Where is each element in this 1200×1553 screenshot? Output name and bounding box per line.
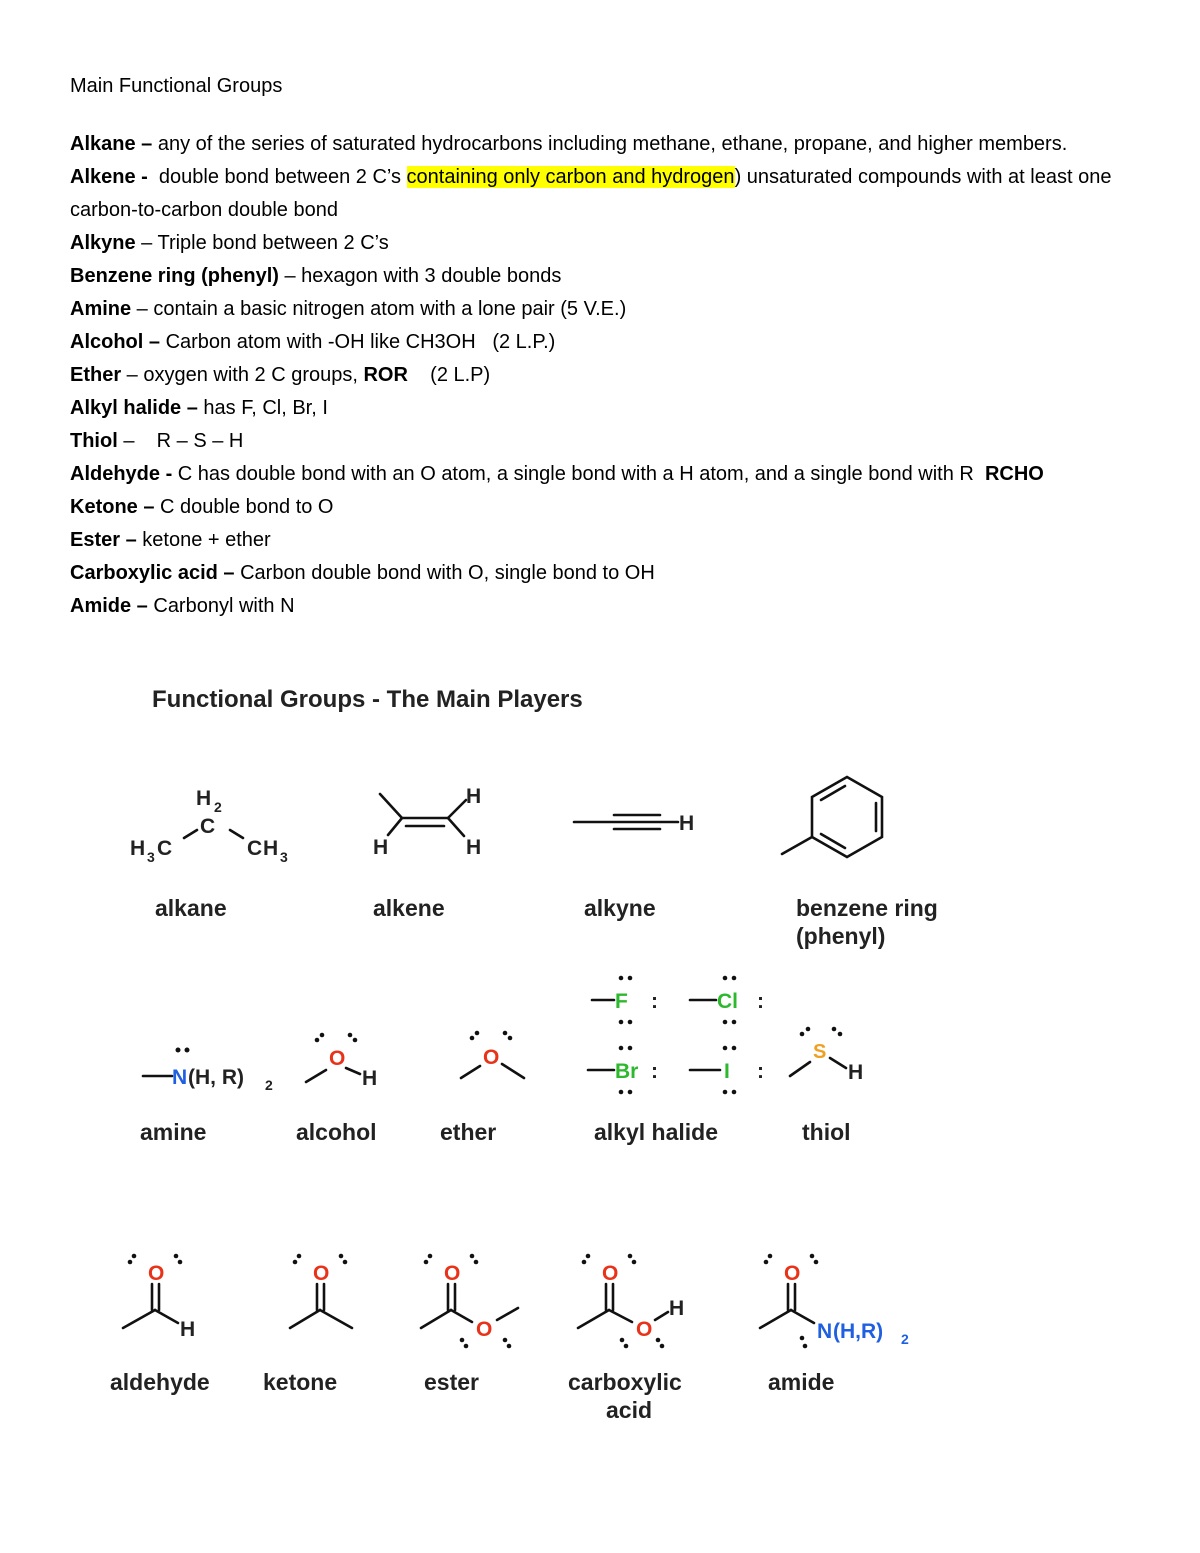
definition-text: C has double bond with an O atom, a single bond with a H atom, and a single bond with R	[172, 463, 985, 485]
alkane-h3c-h: H	[130, 837, 146, 860]
document-title: Main Functional Groups	[70, 75, 283, 97]
label-alcohol: alcohol	[296, 1119, 377, 1145]
carboxylic-o-carbonyl: O	[602, 1262, 619, 1285]
ether-structure	[461, 1031, 524, 1078]
label-acid: acid	[606, 1397, 653, 1423]
halide-f: F	[615, 990, 628, 1013]
amide-h-r: (H,R)	[833, 1320, 884, 1343]
halide-br-colon: :	[651, 1060, 658, 1083]
label-alkyne: alkyne	[584, 895, 656, 921]
definition-term: Benzene ring (phenyl)	[70, 265, 279, 287]
ketone-o: O	[313, 1262, 330, 1285]
alkane-c: C	[200, 815, 216, 838]
definition-entry	[70, 491, 1160, 524]
aldehyde-structure	[123, 1254, 195, 1341]
definition-text: ) unsaturated compounds with at least one carbon-to-carbon double bond	[70, 166, 1118, 221]
alkane-ch3-c: C	[247, 837, 263, 860]
alkane-h3c-c: C	[157, 837, 173, 860]
thiol-s: S	[813, 1041, 827, 1063]
definition-term: Ketone –	[70, 496, 155, 518]
aldehyde-h: H	[180, 1318, 196, 1341]
definition-entry	[70, 161, 1160, 227]
label-alkene: alkene	[373, 895, 445, 921]
alkane-h2-h: H	[196, 787, 212, 810]
definition-text: – R – S – H	[117, 430, 244, 452]
definition-text: C double bond to O	[154, 496, 334, 518]
label-ether: ether	[440, 1119, 497, 1145]
alkane-h3c-sub: 3	[147, 849, 155, 865]
definition-entry	[70, 524, 1160, 557]
label-ketone: ketone	[263, 1369, 338, 1395]
definition-term: Alkyl halide –	[70, 397, 198, 419]
definition-term: Amide –	[70, 595, 148, 617]
carboxylic-o-hydroxyl: O	[636, 1318, 653, 1341]
definition-term: Alcohol –	[70, 331, 161, 353]
functional-groups-figure	[0, 660, 1200, 1460]
amine-structure	[143, 1048, 273, 1094]
definition-entry	[70, 557, 1160, 590]
definition-term: Carboxylic acid –	[70, 562, 235, 584]
label-thiol: thiol	[802, 1119, 851, 1145]
carboxylic-acid-structure	[578, 1254, 684, 1349]
label-carboxylic: carboxylic	[568, 1369, 682, 1395]
definition-term: Ether	[70, 364, 122, 386]
definition-text: double bond between 2 C’s	[147, 166, 407, 188]
label-phenyl: (phenyl)	[796, 923, 886, 949]
alkene-h-bottom-right: H	[466, 836, 482, 859]
definition-text: has F, Cl, Br, I	[197, 397, 328, 419]
halide-f-colon: :	[651, 990, 658, 1013]
label-aldehyde: aldehyde	[110, 1369, 210, 1395]
definition-text: – contain a basic nitrogen atom with a lone pair (5 V.E.)	[131, 298, 627, 320]
label-alkyl-halide: alkyl halide	[594, 1119, 719, 1145]
alkane-structure	[130, 787, 288, 865]
halide-br: Br	[615, 1060, 639, 1083]
halide-cl: Cl	[717, 990, 738, 1013]
definition-text: Carbonyl with N	[147, 595, 295, 617]
definition-term: Ester –	[70, 529, 137, 551]
definition-term: Alkane –	[70, 133, 153, 155]
definition-list	[70, 128, 1160, 623]
definition-term: Alkene -	[70, 166, 148, 188]
amine-h-r: (H, R)	[188, 1066, 244, 1089]
definition-text: – oxygen with 2 C groups,	[121, 364, 364, 386]
notes-section	[70, 70, 1160, 623]
label-amine: amine	[140, 1119, 207, 1145]
halide-i: I	[724, 1060, 730, 1083]
alkene-h-bottom-left: H	[373, 836, 389, 859]
label-benzene-ring: benzene ring	[796, 895, 938, 921]
definition-text: Carbon double bond with O, single bond to OH	[234, 562, 655, 584]
highlighted-text: containing only carbon and hydrogen	[406, 166, 735, 188]
amide-sub: 2	[901, 1331, 909, 1347]
definition-term: Aldehyde -	[70, 463, 173, 485]
benzene-structure	[782, 777, 882, 857]
amide-o: O	[784, 1262, 801, 1285]
definition-entry	[70, 590, 1160, 623]
amine-sub: 2	[265, 1077, 273, 1093]
amine-n: N	[172, 1066, 188, 1089]
definition-term: Alkyne	[70, 232, 136, 254]
figure-title: Functional Groups - The Main Players	[152, 686, 583, 713]
alcohol-o: O	[329, 1047, 346, 1070]
definition-text: Carbon atom with -OH like CH3OH (2 L.P.)	[160, 331, 556, 353]
carboxylic-h: H	[669, 1297, 685, 1320]
amide-structure	[760, 1254, 909, 1349]
alkene-h-top: H	[466, 785, 482, 808]
thiol-structure	[790, 1027, 863, 1084]
thiol-h: H	[848, 1061, 864, 1084]
label-ester: ester	[424, 1369, 479, 1395]
ether-o: O	[483, 1046, 500, 1069]
definition-term: Amine	[70, 298, 132, 320]
alcohol-structure	[306, 1033, 377, 1090]
definition-entry	[70, 458, 1160, 491]
definition-entry	[70, 260, 1160, 293]
halide-cl-colon: :	[757, 990, 764, 1013]
alkene-structure	[373, 785, 481, 859]
ester-o-carbonyl: O	[444, 1262, 461, 1285]
alkane-h2-sub: 2	[214, 799, 222, 815]
definition-term: Thiol	[70, 430, 118, 452]
label-alkane: alkane	[155, 895, 227, 921]
definition-text: ketone + ether	[136, 529, 271, 551]
definition-entry	[70, 128, 1160, 161]
definition-entry	[70, 293, 1160, 326]
alkane-ch3-h: H	[263, 837, 279, 860]
aldehyde-o: O	[148, 1262, 165, 1285]
definition-entry	[70, 359, 1160, 392]
definition-entry	[70, 326, 1160, 359]
definition-text: – hexagon with 3 double bonds	[278, 265, 562, 287]
definition-entry	[70, 425, 1160, 458]
definition-text: RCHO	[984, 463, 1044, 485]
halide-i-colon: :	[757, 1060, 764, 1083]
alkyne-h: H	[679, 812, 695, 835]
definition-entry	[70, 392, 1160, 425]
ester-o-ether: O	[476, 1318, 493, 1341]
alkyne-structure	[574, 812, 694, 835]
alcohol-h: H	[362, 1067, 378, 1090]
alkyl-halide-structure	[588, 976, 764, 1095]
ketone-structure	[290, 1254, 352, 1328]
amide-n: N	[817, 1320, 833, 1343]
definition-entry	[70, 227, 1160, 260]
alkane-ch3-sub: 3	[280, 849, 288, 865]
definition-text: – Triple bond between 2 C’s	[135, 232, 389, 254]
definition-text: (2 L.P)	[407, 364, 491, 386]
definition-text: ROR	[363, 364, 408, 386]
definition-text: any of the series of saturated hydrocarbons including methane, ethane, propane, and higher members.	[152, 133, 1068, 155]
ester-structure	[421, 1254, 518, 1349]
label-amide: amide	[768, 1369, 835, 1395]
